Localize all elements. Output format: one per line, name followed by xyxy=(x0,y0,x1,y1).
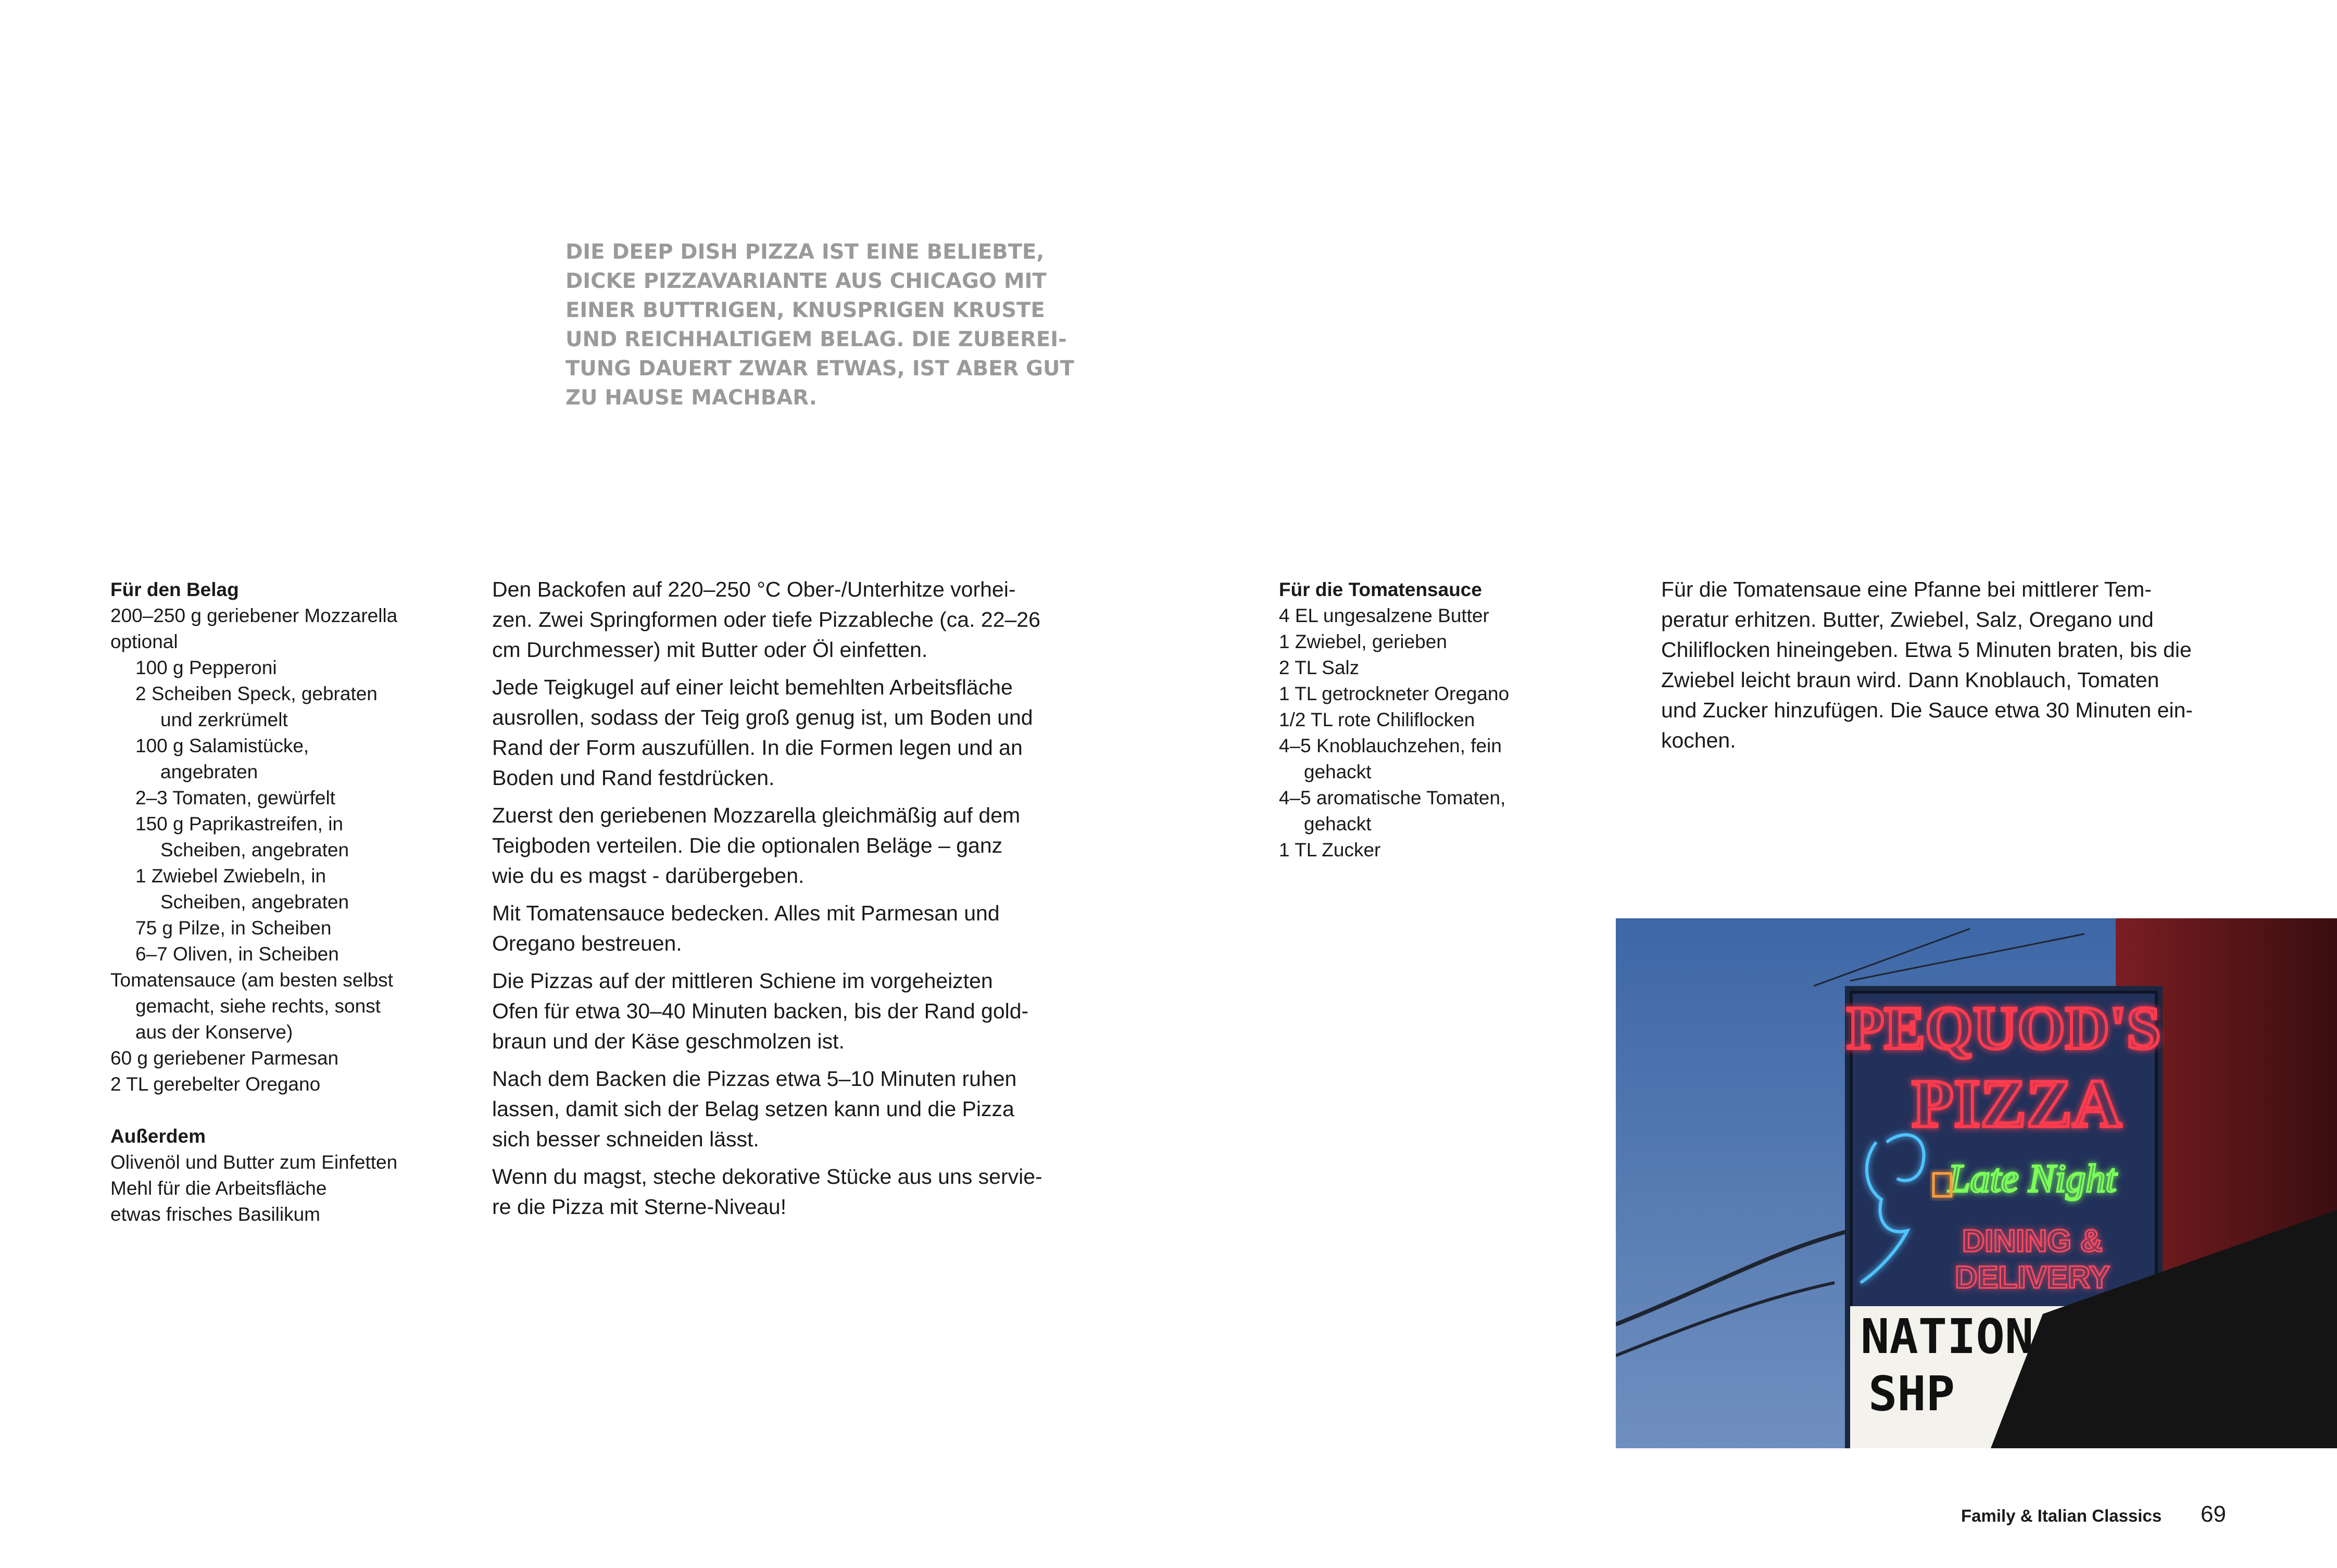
step-line: lassen, damit sich der Belag setzen kann und die Pizza xyxy=(492,1097,1014,1121)
page-number: 69 xyxy=(2201,1501,2226,1527)
ingredient-item: 100 g Salamistücke, xyxy=(135,735,309,756)
marquee-text: SHP xyxy=(1868,1366,1955,1422)
neon-text: PEQUOD'S xyxy=(1846,994,2161,1062)
step-paragraph xyxy=(492,966,1080,1056)
step-line: Oregano bestreuen. xyxy=(492,931,682,955)
ingredient-item: 4–5 aromatische Tomaten, xyxy=(1279,787,1506,808)
neon-sign-photo xyxy=(1616,918,2337,1448)
ingredient-item: etwas frisches Basilikum xyxy=(110,1204,321,1225)
step-line: sich besser schneiden lässt. xyxy=(492,1127,759,1151)
step-line: Wenn du magst, steche dekorative Stücke aus uns servie- xyxy=(492,1165,1042,1188)
sauce-method-line: kochen. xyxy=(1661,728,1736,752)
step-line: braun und der Käse geschmolzen ist. xyxy=(492,1029,845,1053)
step-paragraph xyxy=(492,1161,1080,1222)
step-paragraph xyxy=(492,672,1080,793)
intro-line: DIE DEEP DISH PIZZA IST EINE BELIEBTE, xyxy=(566,240,1045,264)
sauce-method-line: Für die Tomatensaue eine Pfanne bei mittlerer Tem- xyxy=(1661,577,2152,601)
intro-line: TUNG DAUERT ZWAR ETWAS, IST ABER GUT xyxy=(566,357,1074,381)
ingredient-item: 4–5 Knoblauchzehen, fein xyxy=(1279,735,1502,756)
sauce-method-line: Zwiebel leicht braun wird. Dann Knoblauch, Tomaten xyxy=(1661,668,2159,692)
ingredient-item: 2–3 Tomaten, gewürfelt xyxy=(135,787,335,808)
ingredient-item: 1 TL getrockneter Oregano xyxy=(1279,683,1510,704)
intro-line: DICKE PIZZAVARIANTE AUS CHICAGO MIT xyxy=(566,269,1047,293)
ingredient-item: 150 g Paprikastreifen, in xyxy=(135,813,344,834)
step-line: re die Pizza mit Sterne-Niveau! xyxy=(492,1195,787,1219)
sauce-method-line: und Zucker hinzufügen. Die Sauce etwa 30 Minuten ein- xyxy=(1661,698,2193,722)
neon-text: PIZZA xyxy=(1912,1065,2122,1142)
section-heading: Außerdem xyxy=(110,1126,206,1147)
section-heading: Für die Tomatensauce xyxy=(1279,579,1482,600)
step-paragraph xyxy=(492,574,1080,665)
method-steps xyxy=(492,574,1080,1229)
marquee-text: NATION xyxy=(1861,1309,2034,1364)
ingredient-item: Scheiben, angebraten xyxy=(160,839,349,861)
intro-line: EINER BUTTRIGEN, KNUSPRIGEN KRUSTE xyxy=(566,298,1045,322)
step-paragraph xyxy=(492,898,1080,958)
step-line: Jede Teigkugel auf einer leicht bemehlten Arbeitsfläche xyxy=(492,675,1013,699)
step-line: zen. Zwei Springformen oder tiefe Pizzableche (ca. 22–26 xyxy=(492,608,1040,631)
section-heading: Für den Belag xyxy=(110,579,239,600)
intro-line: ZU HAUSE MACHBAR. xyxy=(566,386,817,410)
ingredient-item: und zerkrümelt xyxy=(160,709,288,730)
ingredient-item: aus der Konserve) xyxy=(135,1021,293,1043)
intro-line: UND REICHHALTIGEM BELAG. DIE ZUBEREI- xyxy=(566,327,1067,351)
ingredient-item: Tomatensauce (am besten selbst xyxy=(110,969,393,991)
intro-text xyxy=(566,237,1074,412)
ingredient-item: 1 Zwiebel, gerieben xyxy=(1279,631,1447,652)
ingredient-item: Mehl für die Arbeitsfläche xyxy=(110,1178,327,1199)
ingredients-sauce xyxy=(1279,577,1602,863)
ingredient-item: 6–7 Oliven, in Scheiben xyxy=(135,943,339,965)
footer-chapter-title: Family & Italian Classics xyxy=(1961,1506,2162,1525)
ingredient-item: 200–250 g geriebener Mozzarella xyxy=(110,605,398,626)
step-line: cm Durchmesser) mit Butter oder Öl einfetten. xyxy=(492,638,928,662)
sauce-method-line: Chiliflocken hineingeben. Etwa 5 Minuten braten, bis die xyxy=(1661,638,2192,662)
ingredient-item: 2 TL Salz xyxy=(1279,657,1360,678)
step-line: Nach dem Backen die Pizzas etwa 5–10 Minuten ruhen xyxy=(492,1067,1017,1091)
ingredient-item: 100 g Pepperoni xyxy=(135,657,277,678)
step-line: Boden und Rand festdrücken. xyxy=(492,766,775,790)
ingredient-item: 75 g Pilze, in Scheiben xyxy=(135,917,332,939)
step-line: ausrollen, sodass der Teig groß genug ist, um Boden und xyxy=(492,705,1033,729)
ingredient-item: gemacht, siehe rechts, sonst xyxy=(135,995,381,1017)
step-line: wie du es magst - darübergeben. xyxy=(492,864,805,888)
ingredient-item: 1 TL Zucker xyxy=(1279,839,1381,861)
step-line: Zuerst den geriebenen Mozzarella gleichmäßig auf dem xyxy=(492,803,1021,827)
neon-text: DELIVERY xyxy=(1955,1260,2110,1295)
ingredient-item: 4 EL ungesalzene Butter xyxy=(1279,605,1489,626)
step-line: Die Pizzas auf der mittleren Schiene im vorgeheizten xyxy=(492,969,993,993)
ingredient-list xyxy=(110,603,444,1097)
step-line: Mit Tomatensauce bedecken. Alles mit Parmesan und xyxy=(492,901,1000,925)
ingredient-list xyxy=(1279,603,1602,863)
ingredient-item: angebraten xyxy=(160,761,258,782)
ingredient-item: 1/2 TL rote Chiliflocken xyxy=(1279,709,1475,730)
step-line: Teigboden verteilen. Die die optionalen Beläge – ganz xyxy=(492,833,1003,857)
ingredient-item: Scheiben, angebraten xyxy=(160,891,349,913)
step-line: Rand der Form auszufüllen. In die Formen legen und an xyxy=(492,736,1023,760)
step-line: Ofen für etwa 30–40 Minuten backen, bis der Rand gold- xyxy=(492,999,1029,1023)
step-line: Den Backofen auf 220–250 °C Ober-/Unterhitze vorhei- xyxy=(492,577,1016,601)
ingredient-item: 2 TL gerebelter Oregano xyxy=(110,1073,321,1095)
ingredient-item: 1 Zwiebel Zwiebeln, in xyxy=(135,865,326,887)
ingredient-item: gehackt xyxy=(1304,761,1372,782)
neon-text: Late Night xyxy=(1948,1157,2117,1200)
ingredient-item: Olivenöl und Butter zum Einfetten xyxy=(110,1152,398,1173)
sauce-method-line: peratur erhitzen. Butter, Zwiebel, Salz, Oregano und xyxy=(1661,608,2154,631)
ingredient-item: gehackt xyxy=(1304,813,1372,834)
sauce-method xyxy=(1661,574,2286,755)
ingredient-item: optional xyxy=(110,631,178,652)
ingredients-belag xyxy=(110,577,444,1228)
step-paragraph xyxy=(492,800,1080,891)
neon-text: DINING & xyxy=(1962,1223,2103,1258)
ingredient-item: 60 g geriebener Parmesan xyxy=(110,1047,339,1069)
ingredient-item: 2 Scheiben Speck, gebraten xyxy=(135,683,378,704)
step-paragraph xyxy=(492,1064,1080,1154)
